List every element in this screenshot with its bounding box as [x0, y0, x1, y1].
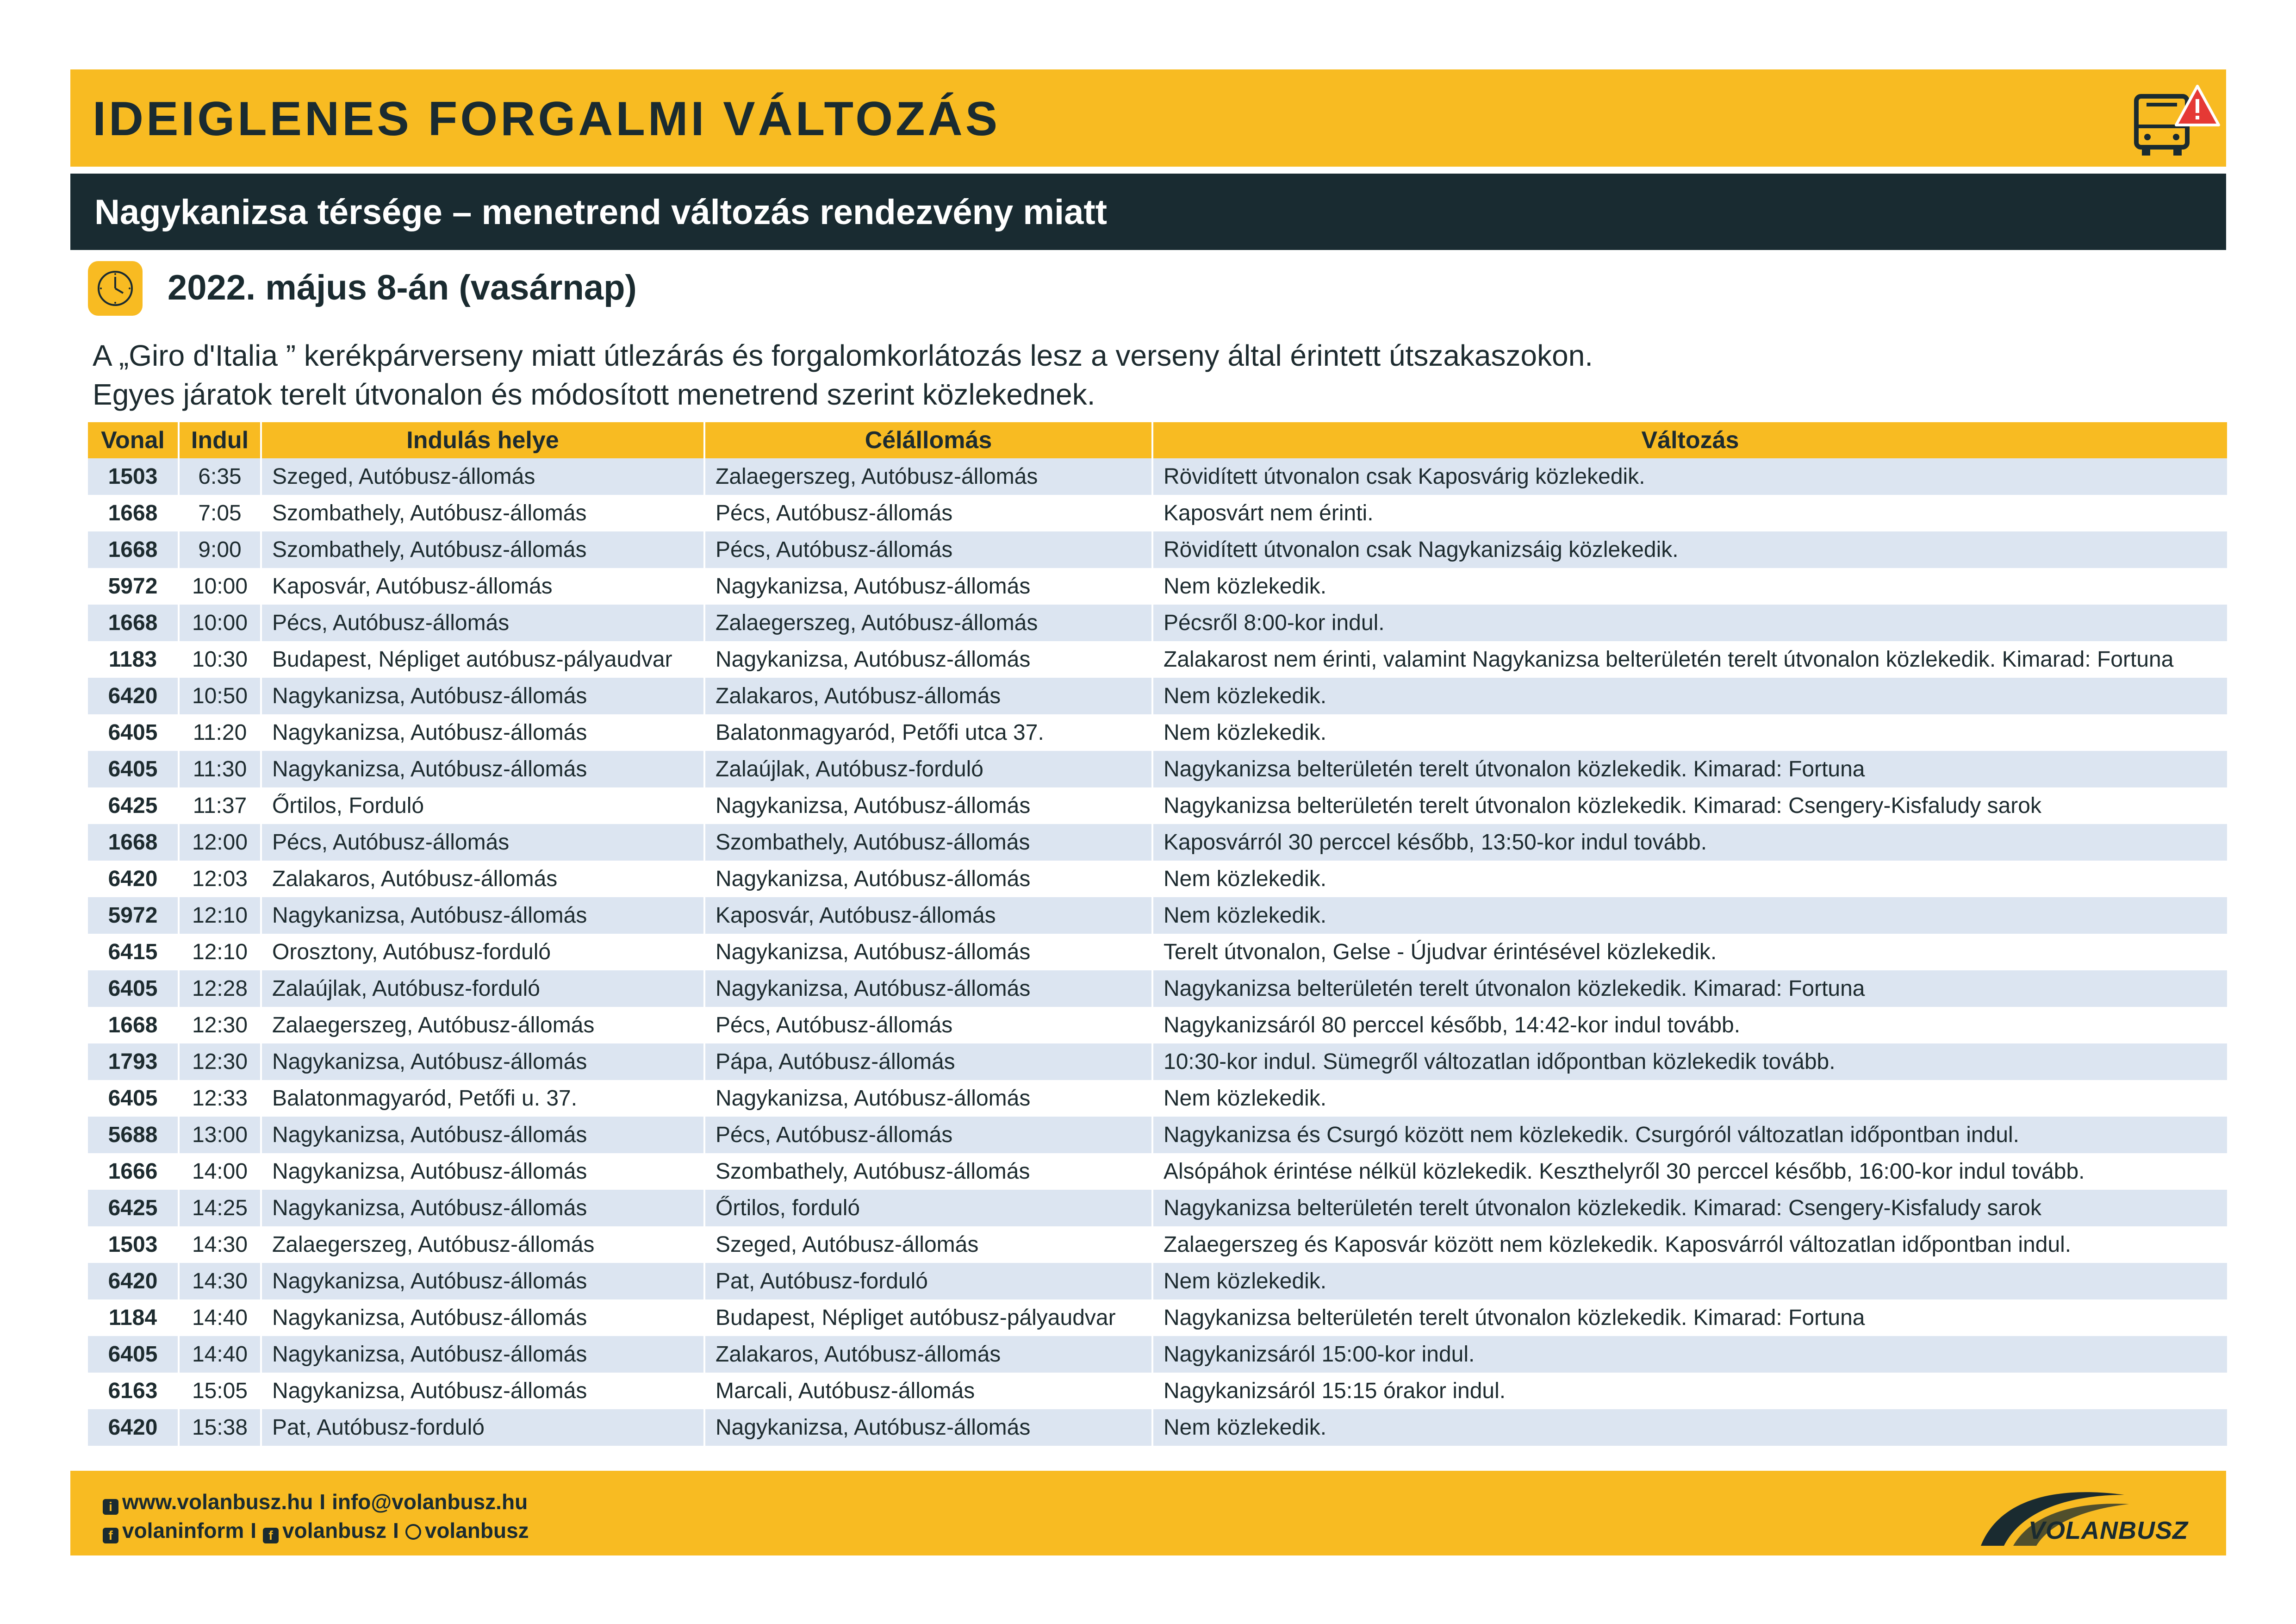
instagram-icon — [405, 1524, 421, 1540]
cell-departure-time: 14:30 — [179, 1263, 261, 1299]
cell-departure-place: Nagykanizsa, Autóbusz-állomás — [261, 678, 704, 714]
cell-departure-place: Nagykanizsa, Autóbusz-állomás — [261, 751, 704, 787]
cell-line: 1184 — [88, 1299, 179, 1336]
cell-departure-time: 10:00 — [179, 605, 261, 641]
cell-line: 6163 — [88, 1373, 179, 1409]
table-row — [88, 1409, 2227, 1446]
cell-departure-place: Nagykanizsa, Autóbusz-állomás — [261, 1153, 704, 1190]
cell-line: 1503 — [88, 458, 179, 495]
cell-destination: Budapest, Népliget autóbusz-pályaudvar — [704, 1299, 1152, 1336]
cell-change: Nagykanizsáról 15:00-kor indul. — [1152, 1336, 2227, 1373]
cell-departure-place: Nagykanizsa, Autóbusz-állomás — [261, 1373, 704, 1409]
cell-change: Nem közlekedik. — [1152, 1409, 2227, 1446]
cell-departure-time: 15:05 — [179, 1373, 261, 1409]
table-row — [88, 1263, 2227, 1299]
table-row — [88, 531, 2227, 568]
cell-line: 6405 — [88, 751, 179, 787]
table-row — [88, 1080, 2227, 1117]
cell-line: 6420 — [88, 1409, 179, 1446]
cell-departure-place: Nagykanizsa, Autóbusz-állomás — [261, 1299, 704, 1336]
cell-line: 6420 — [88, 861, 179, 897]
cell-line: 1668 — [88, 605, 179, 641]
cell-change: Nem közlekedik. — [1152, 1263, 2227, 1299]
table-row — [88, 1373, 2227, 1409]
cell-destination: Pécs, Autóbusz-állomás — [704, 495, 1152, 531]
cell-departure-time: 12:00 — [179, 824, 261, 861]
cell-line: 1668 — [88, 1007, 179, 1043]
table-row — [88, 824, 2227, 861]
cell-destination: Pécs, Autóbusz-állomás — [704, 531, 1152, 568]
cell-departure-time: 14:40 — [179, 1336, 261, 1373]
header-change: Változás — [1152, 422, 2227, 458]
cell-departure-time: 9:00 — [179, 531, 261, 568]
cell-line: 6405 — [88, 714, 179, 751]
cell-departure-time: 13:00 — [179, 1117, 261, 1153]
cell-departure-time: 10:50 — [179, 678, 261, 714]
cell-line: 1793 — [88, 1043, 179, 1080]
cell-change: Nagykanizsáról 15:15 órakor indul. — [1152, 1373, 2227, 1409]
cell-departure-time: 7:05 — [179, 495, 261, 531]
cell-change: Rövidített útvonalon csak Nagykanizsáig közlekedik. — [1152, 531, 2227, 568]
cell-change: Terelt útvonalon, Gelse - Újudvar érintésével közlekedik. — [1152, 934, 2227, 970]
cell-change: Pécsről 8:00-kor indul. — [1152, 605, 2227, 641]
cell-line: 6415 — [88, 934, 179, 970]
bus-warning-icon — [2133, 82, 2221, 156]
cell-destination: Zalaegerszeg, Autóbusz-állomás — [704, 605, 1152, 641]
cell-destination: Nagykanizsa, Autóbusz-állomás — [704, 861, 1152, 897]
intro-line-1: A „Giro d'Italia ” kerékpárverseny miatt útlezárás és forgalomkorlátozás lesz a verseny által érintett útszakaszokon. — [93, 339, 1593, 372]
instagram-link[interactable]: volanbusz — [424, 1518, 529, 1543]
table-row — [88, 751, 2227, 787]
cell-change: Nem közlekedik. — [1152, 897, 2227, 934]
cell-destination: Pécs, Autóbusz-állomás — [704, 1007, 1152, 1043]
cell-departure-place: Orosztony, Autóbusz-forduló — [261, 934, 704, 970]
cell-departure-time: 12:10 — [179, 934, 261, 970]
cell-destination: Nagykanizsa, Autóbusz-állomás — [704, 1080, 1152, 1117]
table-row — [88, 495, 2227, 531]
event-date: 2022. május 8-án (vasárnap) — [168, 268, 637, 307]
cell-destination: Őrtilos, forduló — [704, 1190, 1152, 1226]
cell-line: 6405 — [88, 1080, 179, 1117]
cell-departure-time: 12:33 — [179, 1080, 261, 1117]
cell-change: Kaposvárról 30 perccel később, 13:50-kor indul tovább. — [1152, 824, 2227, 861]
table-row — [88, 641, 2227, 678]
separator: I — [250, 1518, 257, 1543]
table-row — [88, 568, 2227, 605]
cell-destination: Nagykanizsa, Autóbusz-állomás — [704, 787, 1152, 824]
cell-destination: Pécs, Autóbusz-állomás — [704, 1117, 1152, 1153]
cell-departure-time: 15:38 — [179, 1409, 261, 1446]
cell-destination: Kaposvár, Autóbusz-állomás — [704, 897, 1152, 934]
cell-departure-place: Nagykanizsa, Autóbusz-állomás — [261, 1043, 704, 1080]
cell-departure-place: Őrtilos, Forduló — [261, 787, 704, 824]
cell-departure-place: Nagykanizsa, Autóbusz-állomás — [261, 1190, 704, 1226]
cell-departure-time: 10:30 — [179, 641, 261, 678]
website-link[interactable]: www.volanbusz.hu — [122, 1490, 313, 1514]
table-row — [88, 897, 2227, 934]
cell-departure-place: Pécs, Autóbusz-állomás — [261, 824, 704, 861]
cell-departure-time: 11:20 — [179, 714, 261, 751]
cell-change: Zalakarost nem érinti, valamint Nagykanizsa belterületén terelt útvonalon közlekedik. Kimarad: Fortuna — [1152, 641, 2227, 678]
cell-departure-time: 11:30 — [179, 751, 261, 787]
table-row — [88, 1336, 2227, 1373]
table-row — [88, 458, 2227, 495]
cell-departure-place: Szombathely, Autóbusz-állomás — [261, 495, 704, 531]
cell-change: Nem közlekedik. — [1152, 1080, 2227, 1117]
header-departure-time: Indul — [179, 422, 261, 458]
cell-destination: Nagykanizsa, Autóbusz-állomás — [704, 1409, 1152, 1446]
page-title: IDEIGLENES FORGALMI VÁLTOZÁS — [93, 92, 1001, 146]
table-row — [88, 934, 2227, 970]
cell-change: Nem közlekedik. — [1152, 678, 2227, 714]
cell-departure-place: Budapest, Népliget autóbusz-pályaudvar — [261, 641, 704, 678]
cell-departure-time: 14:30 — [179, 1226, 261, 1263]
cell-destination: Pápa, Autóbusz-állomás — [704, 1043, 1152, 1080]
facebook-icon: f — [103, 1528, 118, 1543]
cell-line: 6405 — [88, 970, 179, 1007]
table-row — [88, 970, 2227, 1007]
cell-destination: Marcali, Autóbusz-állomás — [704, 1373, 1152, 1409]
cell-line: 1666 — [88, 1153, 179, 1190]
cell-destination: Zalakaros, Autóbusz-állomás — [704, 678, 1152, 714]
table-row — [88, 1117, 2227, 1153]
cell-departure-place: Kaposvár, Autóbusz-állomás — [261, 568, 704, 605]
subtitle-band — [70, 174, 2226, 250]
cell-destination: Nagykanizsa, Autóbusz-állomás — [704, 934, 1152, 970]
cell-line: 5688 — [88, 1117, 179, 1153]
cell-departure-place: Nagykanizsa, Autóbusz-állomás — [261, 897, 704, 934]
table-header-row — [88, 422, 2227, 458]
table-row — [88, 714, 2227, 751]
cell-departure-time: 12:28 — [179, 970, 261, 1007]
cell-departure-time: 12:30 — [179, 1007, 261, 1043]
header-line: Vonal — [88, 422, 179, 458]
cell-departure-place: Pécs, Autóbusz-állomás — [261, 605, 704, 641]
facebook-link-volaninform[interactable]: volaninform — [122, 1518, 244, 1543]
table-row — [88, 1043, 2227, 1080]
cell-departure-time: 12:10 — [179, 897, 261, 934]
cell-line: 1668 — [88, 495, 179, 531]
cell-change: Nagykanizsa belterületén terelt útvonalon közlekedik. Kimarad: Fortuna — [1152, 970, 2227, 1007]
footer-banner — [70, 1471, 2226, 1555]
table-row — [88, 1007, 2227, 1043]
cell-departure-place: Zalaegerszeg, Autóbusz-állomás — [261, 1007, 704, 1043]
facebook-icon: f — [263, 1528, 279, 1543]
intro-text — [93, 336, 2212, 414]
email-link[interactable]: info@volanbusz.hu — [332, 1490, 528, 1514]
cell-destination: Szombathely, Autóbusz-állomás — [704, 1153, 1152, 1190]
schedule-table — [88, 422, 2227, 1446]
cell-destination: Nagykanizsa, Autóbusz-állomás — [704, 970, 1152, 1007]
cell-destination: Zalaújlak, Autóbusz-forduló — [704, 751, 1152, 787]
cell-departure-place: Nagykanizsa, Autóbusz-állomás — [261, 1117, 704, 1153]
separator: I — [319, 1490, 326, 1514]
cell-departure-place: Zalaújlak, Autóbusz-forduló — [261, 970, 704, 1007]
header-banner — [70, 69, 2226, 167]
cell-change: 10:30-kor indul. Sümegről változatlan időpontban közlekedik tovább. — [1152, 1043, 2227, 1080]
intro-line-2: Egyes járatok terelt útvonalon és módosított menetrend szerint közlekednek. — [93, 378, 1095, 411]
cell-destination: Nagykanizsa, Autóbusz-állomás — [704, 641, 1152, 678]
cell-change: Nagykanizsa és Csurgó között nem közlekedik. Csurgóról változatlan időpontban indul. — [1152, 1117, 2227, 1153]
cell-destination: Zalaegerszeg, Autóbusz-állomás — [704, 458, 1152, 495]
separator: I — [392, 1518, 399, 1543]
footer-contact — [103, 1487, 529, 1545]
cell-departure-time: 12:30 — [179, 1043, 261, 1080]
cell-line: 6405 — [88, 1336, 179, 1373]
facebook-link-volanbusz[interactable]: volanbusz — [282, 1518, 386, 1543]
cell-change: Nagykanizsa belterületén terelt útvonalon közlekedik. Kimarad: Fortuna — [1152, 751, 2227, 787]
cell-destination: Szeged, Autóbusz-állomás — [704, 1226, 1152, 1263]
cell-change: Rövidített útvonalon csak Kaposvárig közlekedik. — [1152, 458, 2227, 495]
cell-destination: Nagykanizsa, Autóbusz-állomás — [704, 568, 1152, 605]
cell-departure-time: 6:35 — [179, 458, 261, 495]
cell-departure-place: Zalakaros, Autóbusz-állomás — [261, 861, 704, 897]
cell-departure-place: Szeged, Autóbusz-állomás — [261, 458, 704, 495]
table-row — [88, 787, 2227, 824]
cell-line: 5972 — [88, 897, 179, 934]
cell-destination: Pat, Autóbusz-forduló — [704, 1263, 1152, 1299]
cell-change: Nagykanizsa belterületén terelt útvonalon közlekedik. Kimarad: Csengery-Kisfaludy sarok — [1152, 1190, 2227, 1226]
cell-line: 1503 — [88, 1226, 179, 1263]
cell-departure-place: Nagykanizsa, Autóbusz-állomás — [261, 714, 704, 751]
cell-change: Nagykanizsa belterületén terelt útvonalon közlekedik. Kimarad: Csengery-Kisfaludy sarok — [1152, 787, 2227, 824]
cell-departure-time: 10:00 — [179, 568, 261, 605]
cell-destination: Zalakaros, Autóbusz-állomás — [704, 1336, 1152, 1373]
cell-departure-time: 11:37 — [179, 787, 261, 824]
cell-departure-time: 14:00 — [179, 1153, 261, 1190]
cell-destination: Balatonmagyaród, Petőfi utca 37. — [704, 714, 1152, 751]
cell-departure-time: 12:03 — [179, 861, 261, 897]
table-row — [88, 1299, 2227, 1336]
cell-line: 6425 — [88, 787, 179, 824]
header-departure-place: Indulás helye — [261, 422, 704, 458]
cell-departure-place: Zalaegerszeg, Autóbusz-állomás — [261, 1226, 704, 1263]
cell-departure-place: Nagykanizsa, Autóbusz-állomás — [261, 1336, 704, 1373]
cell-line: 1668 — [88, 531, 179, 568]
cell-change: Zalaegerszeg és Kaposvár között nem közlekedik. Kaposvárról változatlan időpontban indul. — [1152, 1226, 2227, 1263]
cell-change: Nem közlekedik. — [1152, 714, 2227, 751]
table-row — [88, 605, 2227, 641]
clock-icon — [88, 261, 143, 316]
brand-name: VOLANBUSZ — [2028, 1517, 2188, 1544]
cell-change: Nem közlekedik. — [1152, 568, 2227, 605]
cell-departure-place: Balatonmagyaród, Petőfi u. 37. — [261, 1080, 704, 1117]
cell-line: 6420 — [88, 1263, 179, 1299]
cell-change: Alsópáhok érintése nélkül közlekedik. Keszthelyről 30 perccel később, 16:00-kor indul tovább. — [1152, 1153, 2227, 1190]
cell-departure-place: Szombathely, Autóbusz-állomás — [261, 531, 704, 568]
table-row — [88, 678, 2227, 714]
cell-line: 6425 — [88, 1190, 179, 1226]
table-row — [88, 861, 2227, 897]
cell-line: 5972 — [88, 568, 179, 605]
cell-change: Nagykanizsa belterületén terelt útvonalon közlekedik. Kimarad: Fortuna — [1152, 1299, 2227, 1336]
cell-change: Kaposvárt nem érinti. — [1152, 495, 2227, 531]
cell-departure-place: Nagykanizsa, Autóbusz-állomás — [261, 1263, 704, 1299]
cell-change: Nem közlekedik. — [1152, 861, 2227, 897]
page-subtitle: Nagykanizsa térsége – menetrend változás rendezvény miatt — [94, 193, 1108, 232]
table-row — [88, 1190, 2227, 1226]
cell-departure-place: Pat, Autóbusz-forduló — [261, 1409, 704, 1446]
info-icon: i — [103, 1499, 118, 1515]
cell-line: 1668 — [88, 824, 179, 861]
cell-line: 1183 — [88, 641, 179, 678]
cell-departure-time: 14:40 — [179, 1299, 261, 1336]
header-destination: Célállomás — [704, 422, 1152, 458]
cell-line: 6420 — [88, 678, 179, 714]
cell-destination: Szombathely, Autóbusz-állomás — [704, 824, 1152, 861]
cell-departure-time: 14:25 — [179, 1190, 261, 1226]
table-row — [88, 1153, 2227, 1190]
table-row — [88, 1226, 2227, 1263]
cell-change: Nagykanizsáról 80 perccel később, 14:42-kor indul tovább. — [1152, 1007, 2227, 1043]
